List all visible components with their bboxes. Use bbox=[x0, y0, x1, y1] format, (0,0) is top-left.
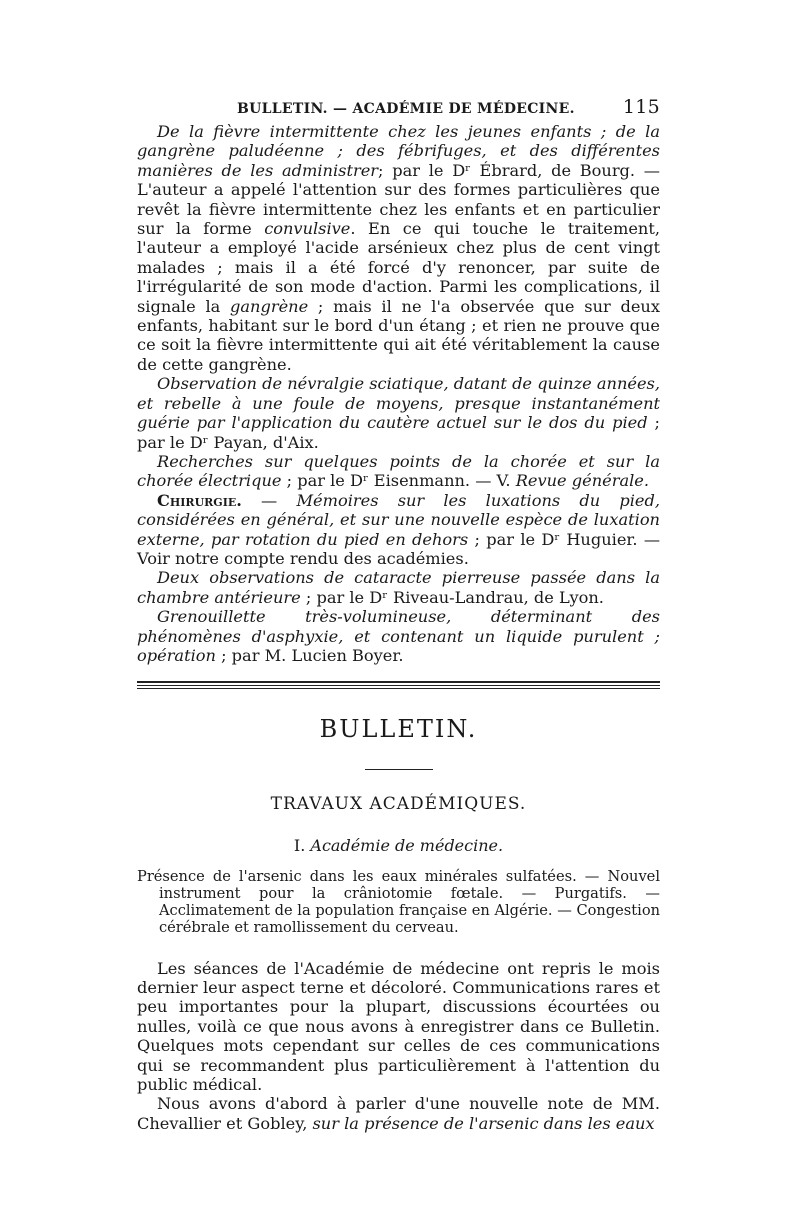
running-header bbox=[137, 96, 660, 118]
section-number: I. bbox=[293, 836, 311, 856]
entry-riveau bbox=[137, 568, 660, 607]
entry-text: ; par le Dʳ Huguier. — Voir notre compte rendu des académies. bbox=[137, 529, 661, 568]
entry-title: Mémoires sur les luxations du pied, considérées en général, et sur une nouvelle espèce de luxation externe, par rotation du pied en dehors bbox=[137, 490, 660, 549]
entry-text: . En ce qui touche le traitement, l'auteur a employé l'acide arsénieux chez plus de cent vingt malades ; mais il a été forcé d'y renoncer, par suite de l'irrégularité de son mode d'action. Parmi les complications, il signale la bbox=[137, 219, 661, 316]
entry-emph: Revue générale. bbox=[515, 471, 650, 491]
entry-boyer bbox=[137, 607, 660, 665]
entry-text: — bbox=[241, 490, 297, 510]
paragraph: Les séances de l'Académie de médecine ont repris le mois dernier leur aspect terne et décoloré. Communications rares et peu importantes pour la plupart, discussions écourtées ou nulles, voilà ce que nous avons à enregistrer dans ce Bulletin. Quelques mots cependant sur celles de ces communications qui se recommandent plus particulièrement à l'attention du public médical. bbox=[137, 958, 660, 1094]
short-rule bbox=[365, 769, 433, 770]
page bbox=[137, 96, 660, 1133]
entry-ebrard bbox=[137, 122, 660, 374]
entry-text: ; par le Dʳ Eisenmann. — V. bbox=[281, 471, 516, 491]
double-rule bbox=[137, 681, 660, 689]
bulletin-title: BULLETIN. bbox=[319, 715, 478, 744]
entry-emph: convulsive bbox=[264, 219, 351, 239]
bulletin-subtitle: TRAVAUX ACADÉMIQUES. bbox=[270, 794, 527, 815]
entry-text: ; par le Dʳ Riveau-Landrau, de Lyon. bbox=[300, 587, 604, 607]
running-title: BULLETIN. — ACADÉMIE DE MÉDECINE. bbox=[237, 101, 575, 117]
section-label: Chirurgie. bbox=[157, 490, 242, 510]
rule-thick bbox=[137, 681, 660, 683]
entry-title: Recherches sur quelques points de la chorée et sur la chorée électrique bbox=[137, 451, 660, 491]
paragraph-text: Nous avons d'abord à parler d'une nouvelle note de MM. Chevallier et Gobley, bbox=[137, 1094, 660, 1133]
bulletin-body bbox=[137, 959, 660, 1134]
entry-title: Observation de névralgie sciatique, datant de quinze années, et rebelle à une foule de moyens, presque instantanément guérie par l'application du cautère actuel sur le dos du pied bbox=[137, 374, 660, 433]
entry-text: ; mais il ne l'a observée que sur deux enfants, habitant sur le bord d'un étang ; et rien ne prouve que ce soit la fièvre intermittente qui ait été véritablement la cause de cette gangrène. bbox=[137, 296, 660, 374]
section-summary: Présence de l'arsenic dans les eaux minérales sulfatées. — Nouvel instrument pour la crâniotomie fœtale. — Purgatifs. — Acclimatement de la population française en Algérie. — Congestion cérébrale et ramollissement du cerveau. bbox=[137, 868, 660, 936]
section-name: Académie de médecine. bbox=[310, 836, 504, 856]
page-number: 115 bbox=[622, 96, 660, 118]
paragraph bbox=[137, 1094, 660, 1133]
entry-huguier bbox=[137, 491, 660, 569]
rule-thin bbox=[137, 688, 660, 689]
entry-title: De la fièvre intermittente chez les jeunes enfants ; de la gangrène paludéenne ; des fébrifuges, et des différentes manières de les administrer bbox=[137, 122, 660, 180]
entry-text: ; par M. Lucien Boyer. bbox=[215, 645, 404, 665]
paragraph-emph: sur la présence de l'arsenic dans les eaux bbox=[312, 1113, 655, 1133]
entry-eisenmann bbox=[137, 452, 660, 491]
entry-text: ; par le Dʳ Ébrard, de Bourg. — L'auteur a appelé l'attention sur des formes particulières que revêt la fièvre intermittente chez les enfants et en particulier sur la forme bbox=[137, 160, 660, 239]
rule-thin bbox=[137, 685, 660, 686]
entries bbox=[137, 122, 660, 665]
entry-title: Grenouillette très-volumineuse, déterminant des phénomènes d'asphyxie, et contenant un liquide purulent ; opération bbox=[137, 607, 660, 665]
entry-payan bbox=[137, 374, 660, 452]
section-heading bbox=[137, 836, 660, 855]
entry-emph: gangrène bbox=[230, 296, 309, 316]
entry-title: Deux observations de cataracte pierreuse passée dans la chambre antérieure bbox=[137, 568, 660, 607]
entry-text: ; par le Dʳ Payan, d'Aix. bbox=[137, 413, 660, 452]
